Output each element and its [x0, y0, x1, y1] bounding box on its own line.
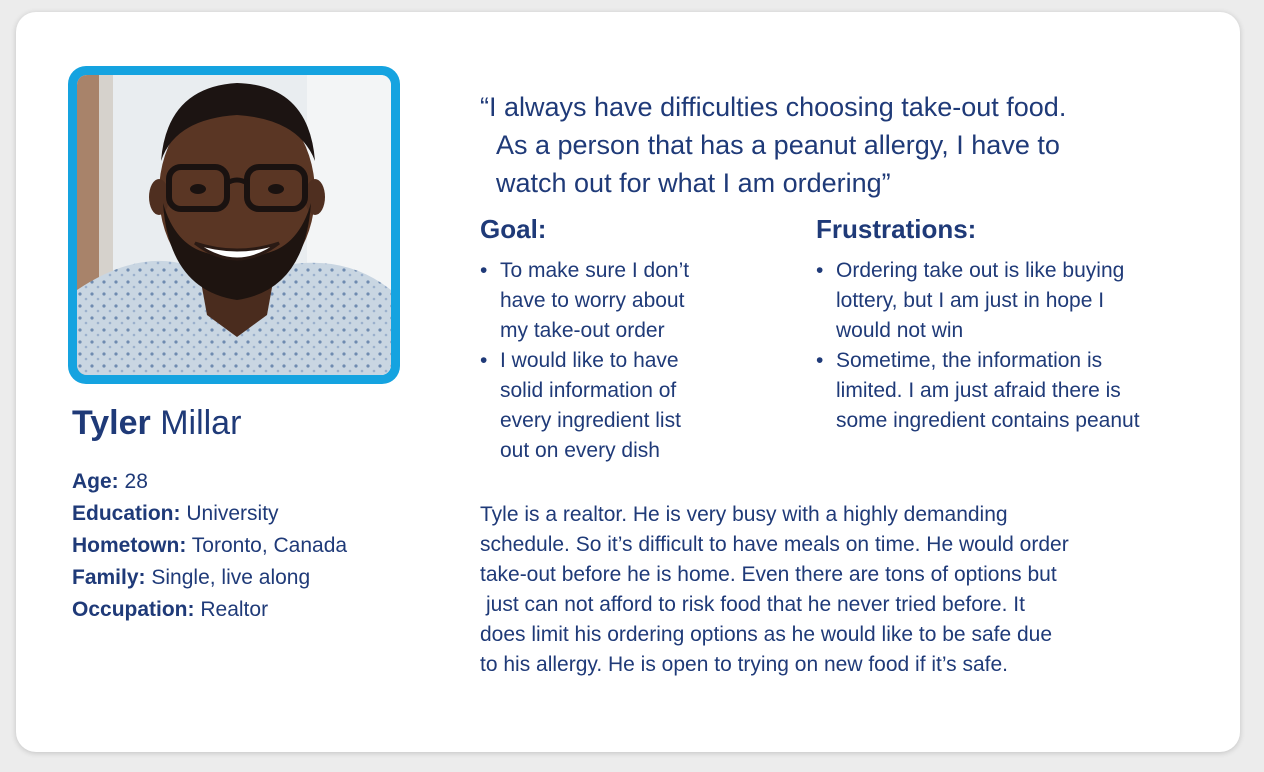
bullet-icon: • [480, 349, 488, 372]
fact-family: Family: Single, live along [72, 566, 311, 589]
quote-line: watch out for what I am ordering” [496, 168, 891, 198]
bullet-icon: • [816, 349, 824, 372]
bullet-icon: • [816, 259, 824, 282]
frustration-item: • Sometime, the information is limited. I am just afraid there is some ingredient contains peanut [816, 346, 1216, 436]
frustrations-title: Frustrations: [816, 214, 977, 244]
goal-item: • I would like to have solid information of every ingredient list out on every dish [480, 346, 780, 466]
goal-title: Goal: [480, 214, 547, 244]
photo-frame [68, 66, 400, 384]
fact-occupation: Occupation: Realtor [72, 598, 269, 621]
frustrations-list [816, 256, 1216, 436]
bullet-icon: • [480, 259, 488, 282]
persona-quote [480, 88, 1200, 202]
fact-hometown: Hometown: Toronto, Canada [72, 534, 348, 557]
fact-education: Education: University [72, 502, 279, 525]
persona-photo [77, 75, 391, 375]
frustration-item: • Ordering take out is like buying lottery, but I am just in hope I would not win [816, 256, 1216, 346]
persona-facts [72, 466, 347, 626]
fact-age: Age: 28 [72, 470, 148, 493]
quote-line: “I always have difficulties choosing take-out food. [480, 92, 1067, 122]
goal-item: • To make sure I don’t have to worry about my take-out order [480, 256, 780, 346]
persona-bio: Tyle is a realtor. He is very busy with a highly demanding schedule. So it’s difficult to have meals on time. He would order take-out before he is home. Even there are tons of options but just can not afford to risk food that he never tried before. It does limit his ordering options as he would like to be safe due to his allergy. He is open to trying on new food if it’s safe. [480, 503, 1069, 676]
quote-line: As a person that has a peanut allergy, I have to [496, 130, 1060, 160]
last-name: Millar [160, 404, 242, 442]
first-name: Tyler [72, 404, 151, 442]
persona-name [72, 404, 241, 443]
goal-list [480, 256, 780, 466]
